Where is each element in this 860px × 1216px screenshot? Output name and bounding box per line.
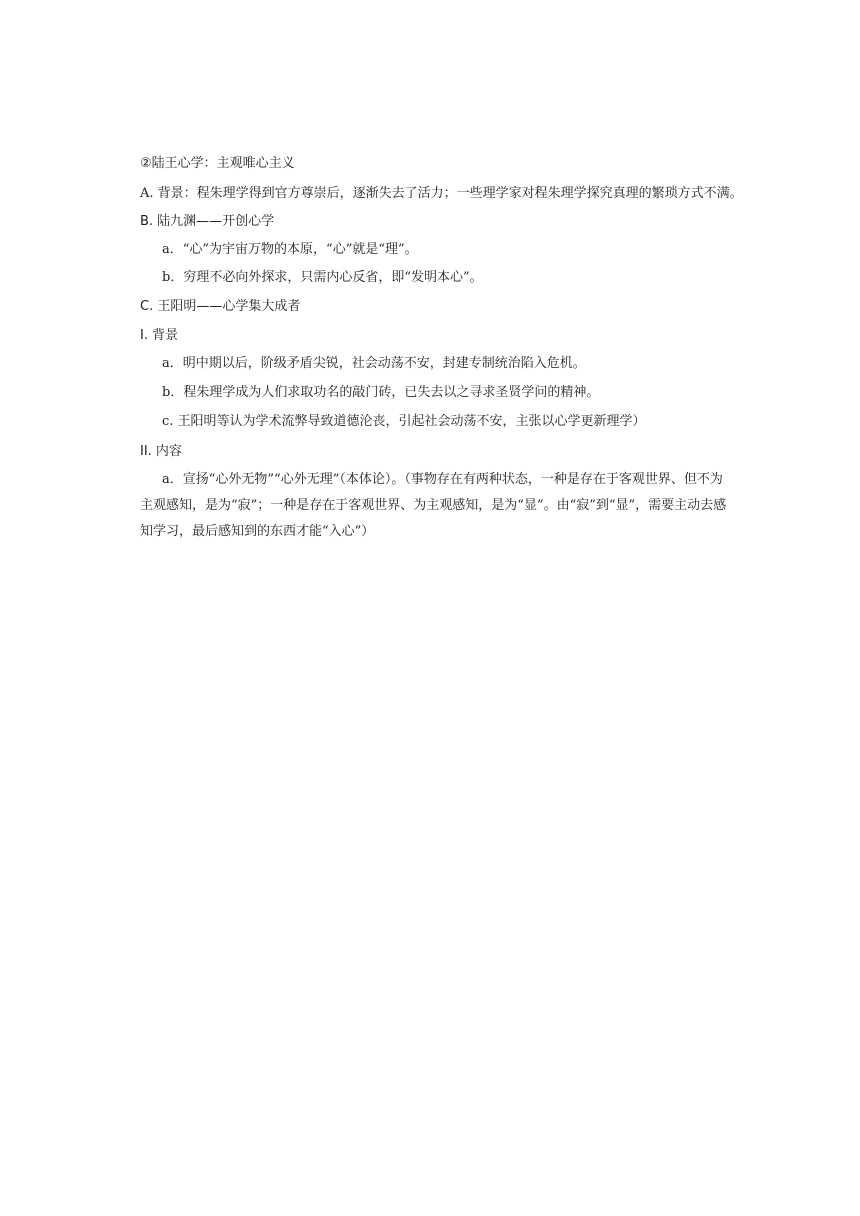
background-item-b: b．程朱理学成为人们求取功名的敲门砖，已失去以之寻求圣贤学问的精神。 — [162, 385, 600, 400]
section-c-title: C. 王阳明——心学集大成者 — [140, 299, 301, 314]
content-paragraph: a．宣扬“心外无物”“心外无理”（本体论）。（事物存在有两种状态，一种是存在于客观世界、但不为主观感知，是为“寂”；一种是存在于客观世界、为主观感知，是为“显”。由“寂”到“显”，需要主动去感知学习，最后感知到的东西才能“入心”） — [140, 472, 727, 539]
background-item-c: c. 王阳明等认为学术流弊导致道德沦丧，引起社会动荡不安，主张以心学更新理学） — [162, 414, 646, 429]
background-subtitle: I. 背景 — [140, 328, 179, 343]
section-b-item-a: a．“心”为宇宙万物的本原，“心”就是“理”。 — [162, 242, 418, 257]
section-b-item-b: b．穷理不必向外探求，只需内心反省，即“发明本心”。 — [162, 270, 483, 285]
section-a-background: A. 背景：程朱理学得到官方尊崇后，逐渐失去了活力；一些理学家对程朱理学探究真理的繁琐方式不满。 — [140, 186, 743, 201]
background-item-a: a．明中期以后，阶级矛盾尖锐，社会动荡不安，封建专制统治陷入危机。 — [162, 356, 586, 371]
content-subtitle: II. 内容 — [140, 444, 182, 459]
section-b-title: B. 陆九渊——开创心学 — [140, 214, 275, 229]
section-heading: ②陆王心学：主观唯心主义 — [140, 156, 295, 171]
